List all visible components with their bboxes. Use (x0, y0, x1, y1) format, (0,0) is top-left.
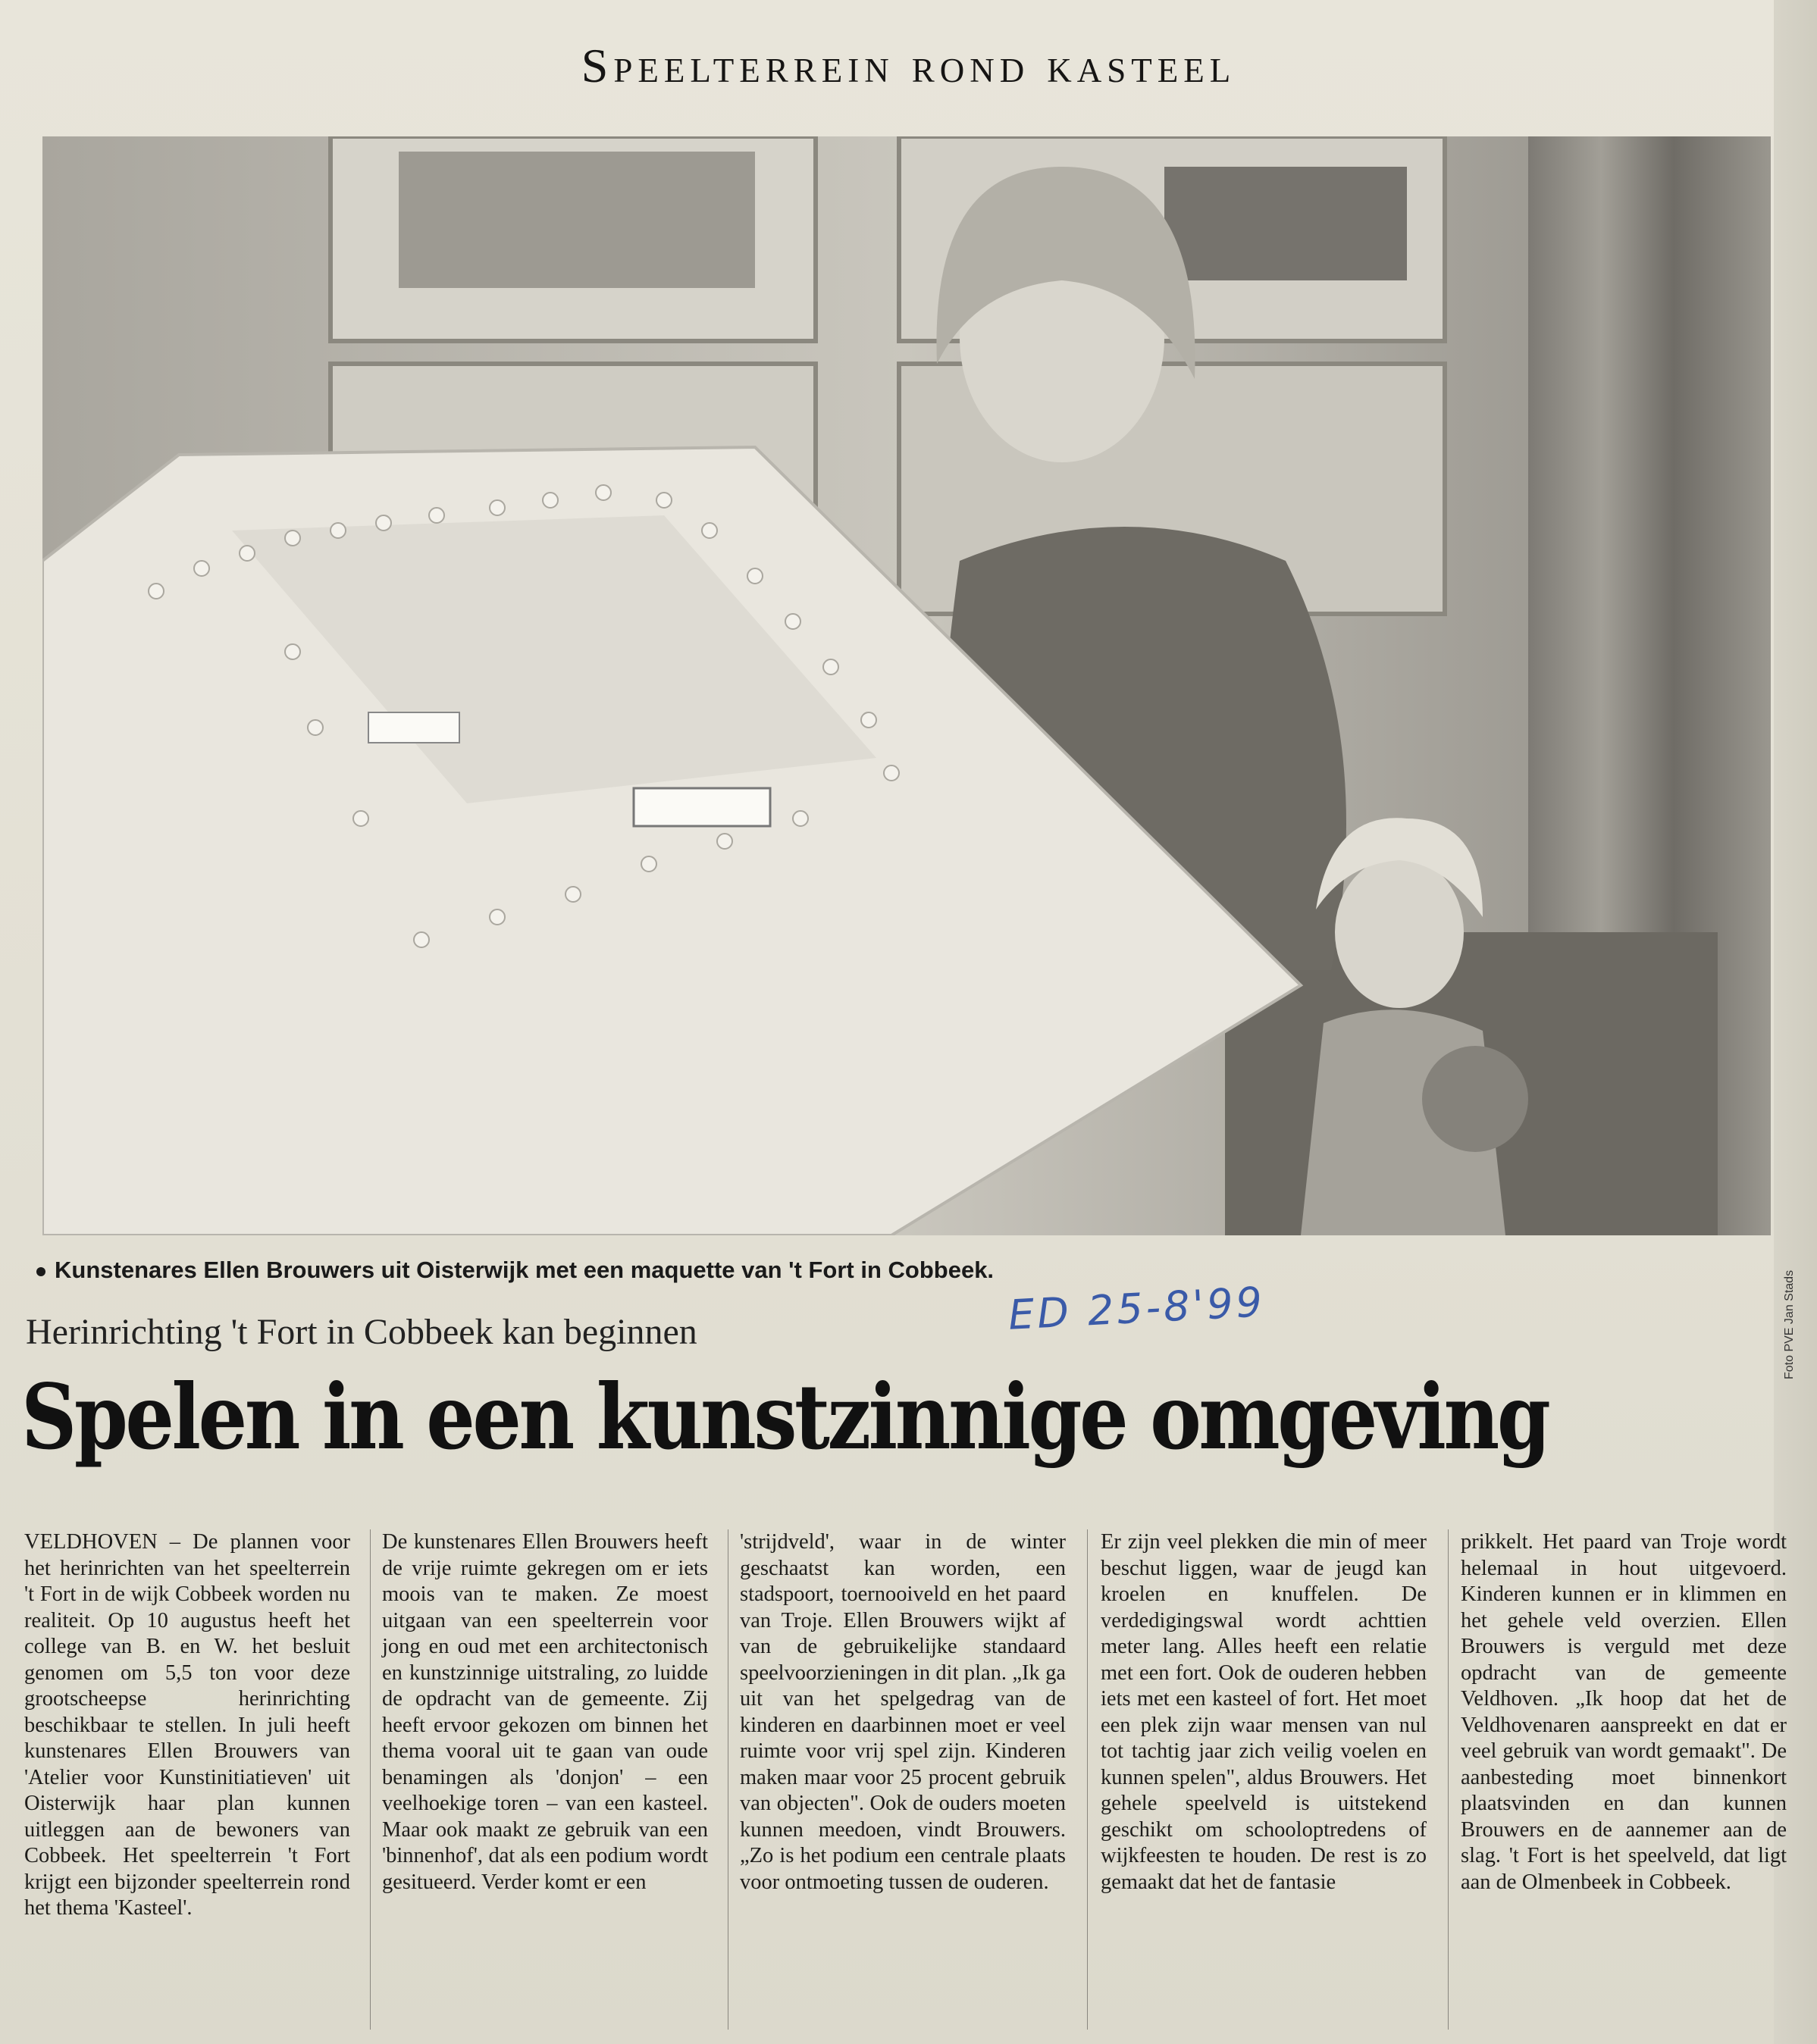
photo-caption (36, 1257, 994, 1284)
body-paragraph: VELDHOVEN – De plannen voor het herinrichten van het speelterrein 't Fort in de wijk Cobbeek worden nu realiteit. Op 10 augustus heeft het college van B. en W. het besluit genomen om 5,5 ton voor deze grootscheepse herinrichting beschikbaar te stellen. In juli heeft kunstenares Ellen Brouwers van 'Atelier voor Kunstinitiatieven' uit Oisterwijk haar plan kunnen uitleggen aan de bewoners van Cobbeek. Het speelterrein 't Fort krijgt een bijzonder speelterrein rond het thema 'Kasteel'. (24, 1530, 350, 1920)
body-paragraph: prikkelt. Het paard van Troje wordt helemaal in hout uitgevoerd. Kinderen kunnen er in klimmen en het gehele veld overzien. Ellen Brouwers is verguld met deze opdracht van de gemeente Veldhoven. „Ik hoop dat het de Veldhovenaren aanspreekt en dat er veel gebruik van wordt gemaakt". De aanbesteding moet binnenkort plaatsvinden en dan kunnen Brouwers en de aannemer aan de slag. 't Fort is het speelveld, dat ligt aan de Olmenbeek in Cobbeek. (1461, 1530, 1787, 1894)
body-column-4 (1101, 1529, 1427, 1895)
handwritten-date-note: ED 25-8'99 (1007, 1278, 1267, 1339)
body-paragraph: 'strijdveld', waar in de winter geschaatst kan worden, een stadspoort, toernooiveld en het paard van Troje. Ellen Brouwers wijkt af van de gebruikelijke standaard speelvoorzieningen in dit plan. „Ik ga uit van het spelgedrag van de kinderen en daarbinnen moet er veel ruimte voor vrij spel zijn. Kinderen maken maar voor 25 procent gebruik van objecten". Ook de ouders moeten kunnen meedoen, vindt Brouwers. „Zo is het podium een centrale plaats voor ontmoeting tussen de ouderen. (740, 1530, 1066, 1894)
body-column-5 (1461, 1529, 1787, 1895)
column-rule (370, 1529, 371, 2030)
photo-illustration (42, 136, 1771, 1235)
subheading: Herinrichting 't Fort in Cobbeek kan beginnen (26, 1312, 697, 1352)
caption-text: Kunstenares Ellen Brouwers uit Oisterwijk met een maquette van 't Fort in Cobbeek. (55, 1257, 995, 1283)
headline: Spelen in een kunstzinnige omgeving (21, 1364, 1549, 1470)
body-column-2 (382, 1529, 708, 1895)
body-column-3 (740, 1529, 1066, 1895)
article-photo (42, 136, 1771, 1235)
article-body (24, 1529, 1790, 2030)
section-kicker: Speelterrein rond kasteel (581, 39, 1236, 92)
bullet-icon (36, 1267, 45, 1276)
body-paragraph: Er zijn veel plekken die min of meer beschut liggen, waar de jeugd kan kroelen en knuffelen. De verdedigingswal wordt achttien meter lang. Alles heeft een relatie met een fort. Ook de ouderen hebben iets met een kasteel of fort. Het moet een plek zijn waar mensen van nul tot tachtig jaar zich veilig voelen en kunnen spelen", aldus Brouwers. Het gehele speelveld is uitstekend geschikt om schooloptredens of wijkfeesten te houden. De rest is zo gemaakt dat het de fantasie (1101, 1530, 1427, 1894)
column-rule (1448, 1529, 1449, 2030)
body-paragraph: De kunstenares Ellen Brouwers heeft de vrije ruimte gekregen om er iets moois van te maken. Ze moest uitgaan van een speelterrein voor jong en oud met een architectonisch en kunstzinnige uitstraling, zo luidde de opdracht van de gemeente. Zij heeft ervoor gekozen om binnen het thema vooral uit te gaan van oude benamingen als 'donjon' – een veelhoekige toren – van een kasteel. Maar ook maakt ze gebruik van een 'binnenhof', dat als een podium wordt gesitueerd. Verder komt er een (382, 1530, 708, 1894)
body-column-1 (24, 1529, 350, 1922)
column-rule (1087, 1529, 1088, 2030)
photo-credit: Foto PVE Jan Stads (1783, 1269, 1796, 1379)
